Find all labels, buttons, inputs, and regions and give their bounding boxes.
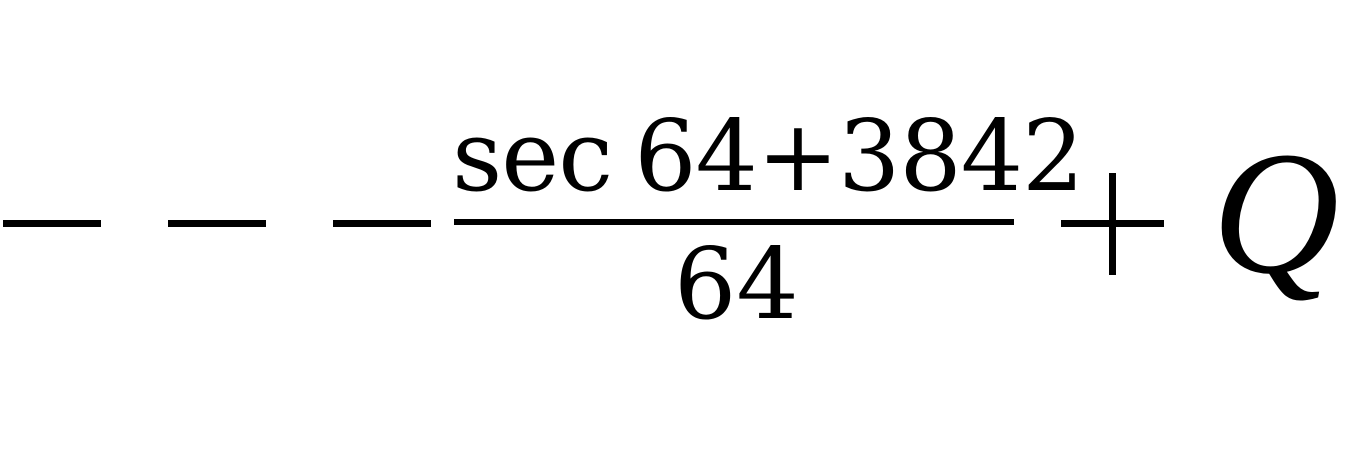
fraction-bar <box>454 219 1014 225</box>
sec-function: sec <box>452 100 613 214</box>
minus-sign-1 <box>3 220 101 227</box>
minus-sign-3 <box>333 220 431 227</box>
plus-sign-horizontal <box>1061 220 1164 227</box>
variable-q: Q <box>1212 116 1340 311</box>
fraction-denominator: 64 <box>674 228 799 342</box>
minus-sign-2 <box>168 220 266 227</box>
fraction-numerator <box>452 100 1084 214</box>
numerator-expression: 64+3842 <box>634 100 1084 214</box>
